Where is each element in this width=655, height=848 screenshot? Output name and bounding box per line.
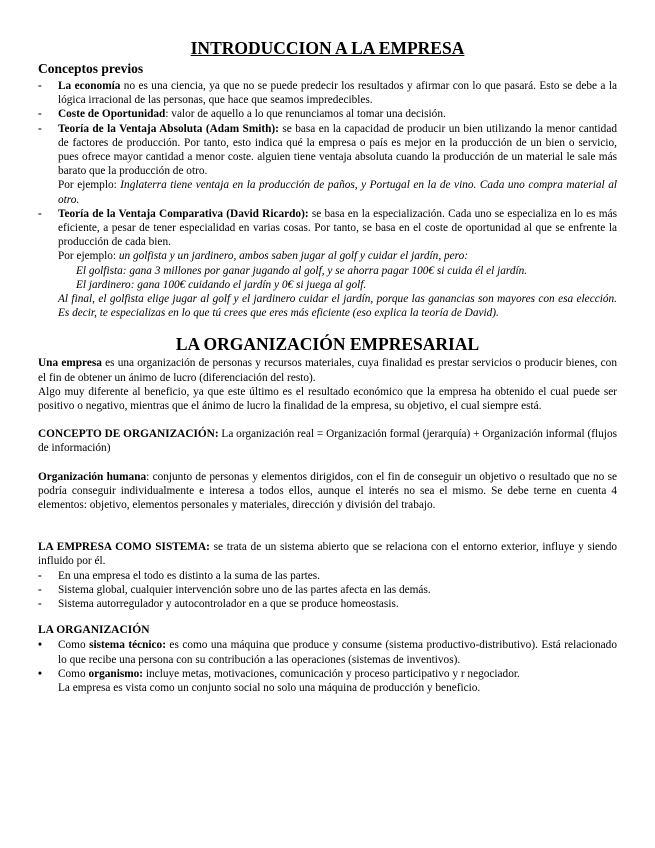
- example-ventaja-comparativa: [58, 249, 617, 263]
- list-item-ventaja-absoluta: [38, 122, 617, 207]
- example-ventaja-absoluta: [58, 178, 617, 206]
- bullet-organismo: [38, 667, 617, 695]
- humana-term: Organización humana: [38, 470, 147, 483]
- la-organizacion-heading: LA ORGANIZACIÓN: [38, 624, 150, 637]
- document-title: INTRODUCCION A LA EMPRESA: [190, 38, 465, 58]
- sistema-item-text: Sistema autorregulador y autocontrolador en a que se produce homeostasis.: [58, 598, 399, 611]
- term-ventaja-absoluta: Teoría de la Ventaja Absoluta (Adam Smith):: [58, 122, 279, 135]
- dash-mark: -: [38, 80, 42, 92]
- organismo-text: incluye metas, motivaciones, comunicación y proceso participativo y r negociador.: [143, 667, 520, 680]
- list-item-ventaja-comparativa: [38, 207, 617, 321]
- beneficio-paragraph: Algo muy diferente al beneficio, ya que este último es el resultado económico que la empresa ha obtenido el cual puede ser positivo o negativo, mientras que el ánimo de lucro la finalidad de la empresa, su objetivo, el cual siempre está.: [38, 385, 617, 413]
- organismo-term: organismo:: [88, 667, 144, 680]
- conceptos-heading: Conceptos previos: [38, 61, 144, 76]
- bullet-prefix: Como: [58, 639, 90, 652]
- dash-mark: -: [38, 569, 42, 582]
- text-coste-oportunidad: : valor de aquello a lo que renunciamos al tomar una decisión.: [165, 108, 446, 121]
- sistema-item: [38, 597, 617, 611]
- term-ventaja-comparativa: Teoría de la Ventaja Comparativa (David Ricardo):: [58, 207, 309, 220]
- example-label: Por ejemplo:: [58, 250, 119, 263]
- example-line-jardinero: El jardinero: gana 100€ cuidando el jardín y 0€ si juega al golf.: [76, 278, 367, 291]
- text-economia: no es una ciencia, ya que no se puede predecir los resultados y afirmar con lo que pasará. Esto se debe a la lógica irracional de las personas, que hace que seamos impredecibles.: [58, 80, 617, 107]
- document-page: [38, 38, 617, 695]
- dash-mark: -: [38, 108, 42, 121]
- spacer: [38, 456, 617, 470]
- dash-mark: -: [38, 598, 42, 611]
- sistema-text: se trata de un sistema abierto que se relaciona con el entorno exterior, influye y siendo influido por él.: [38, 541, 617, 568]
- organismo-line2: La empresa es vista como un conjunto social no solo una máquina de producción y beneficio.: [58, 681, 481, 694]
- example-text: Inglaterra tiene ventaja en la producción de paños, y Portugal en la de vino. Cada uno compra material al otro.: [58, 179, 617, 206]
- bullet-sistema-tecnico: [38, 638, 617, 666]
- example-conclusion: Al final, el golfista elige jugar al golf y el jardinero cuidar el jardín, porque las ganancias son mayores con esa elección. Es decir, te especializas en lo que tú crees que eres más eficiente (eso explica la teoría de David).: [58, 293, 617, 320]
- spacer: [38, 512, 617, 540]
- example-text: un golfista y un jardinero, ambos saben jugar al golf y cuidar el jardín, pero:: [118, 250, 469, 263]
- empresa-sistema-paragraph: [38, 540, 617, 568]
- example-line-golfista: El golfista: gana 3 millones por ganar jugando al golf, y se ahorra pagar 100€ si cuida él el jardín.: [76, 264, 528, 277]
- bullet-mark: •: [38, 639, 42, 652]
- sistema-item-text: En una empresa el todo es distinto a la suma de las partes.: [58, 569, 320, 582]
- list-item-economia: [38, 79, 617, 107]
- sistema-item: [38, 583, 617, 597]
- organizacion-humana-paragraph: [38, 470, 617, 513]
- term-coste-oportunidad: Coste de Oportunidad: [58, 108, 166, 121]
- sistema-tecnico-text: es como una máquina que produce y consume (sistema productivo-distributivo). Está relacionado lo que recibe una persona con su contribución a las operaciones (sistemas de inventivos).: [58, 639, 617, 666]
- dash-mark: -: [38, 122, 42, 135]
- sistema-item-text: Sistema global, cualquier intervención sobre uno de las partes afecta en las demás.: [58, 583, 431, 596]
- humana-text: : conjunto de personas y elementos dirigidos, con el fin de conseguir un objetivo o resultado que no se podría conseguir individualmente e interesa a todos ellos, aunque el interés no sea el mismo. Se debe terne en cuenta 4 elementos: objetivo, elementos personales y materiales, dirección y división del trabajo.: [38, 470, 617, 512]
- spacer: [38, 413, 617, 427]
- bullet-mark: •: [38, 667, 42, 680]
- empresa-paragraph: [38, 356, 617, 384]
- dash-mark: -: [38, 207, 42, 220]
- concepto-term: CONCEPTO DE ORGANIZACIÓN:: [38, 428, 219, 441]
- organizacion-heading: LA ORGANIZACIÓN EMPRESARIAL: [175, 334, 480, 355]
- sistema-term: LA EMPRESA COMO SISTEMA:: [38, 541, 210, 554]
- sistema-tecnico-term: sistema técnico:: [89, 639, 166, 652]
- list-item-coste-oportunidad: [38, 107, 617, 121]
- text-ventaja-comparativa: se basa en la especialización. Cada uno se especializa en lo es más eficiente, a pesar de tener especialidad en varias cosas. Por tanto, se basa en el coste de oportunidad al que se enfrente la producción de cada bien.: [58, 207, 617, 249]
- concepto-text: La organización real = Organización formal (jerarquía) + Organización informal (flujos de información): [38, 428, 617, 455]
- dash-mark: -: [38, 583, 42, 596]
- concepto-organizacion-paragraph: [38, 427, 617, 455]
- sistema-item: [38, 569, 617, 583]
- empresa-term: Una empresa: [38, 357, 102, 370]
- text-ventaja-absoluta: se basa en la capacidad de producir un bien utilizando la menor cantidad de factores de producción. Por tanto, esto indica qué la empresa o país es mejor en la producción de un bien o servicio, pues ofrece mayor cantidad a menor coste. alguien tiene ventaja absoluta cuando la producción de un material le sale más barato que la producción de otro.: [58, 122, 617, 178]
- example-label: Por ejemplo:: [58, 179, 121, 192]
- term-economia: La economía: [58, 80, 121, 92]
- empresa-text: es una organización de personas y recursos materiales, cuya finalidad es prestar servicios o producir bienes, con el fin de obtener un ánimo de lucro (diferenciación del resto).: [38, 357, 617, 384]
- bullet-prefix: Como: [58, 667, 89, 680]
